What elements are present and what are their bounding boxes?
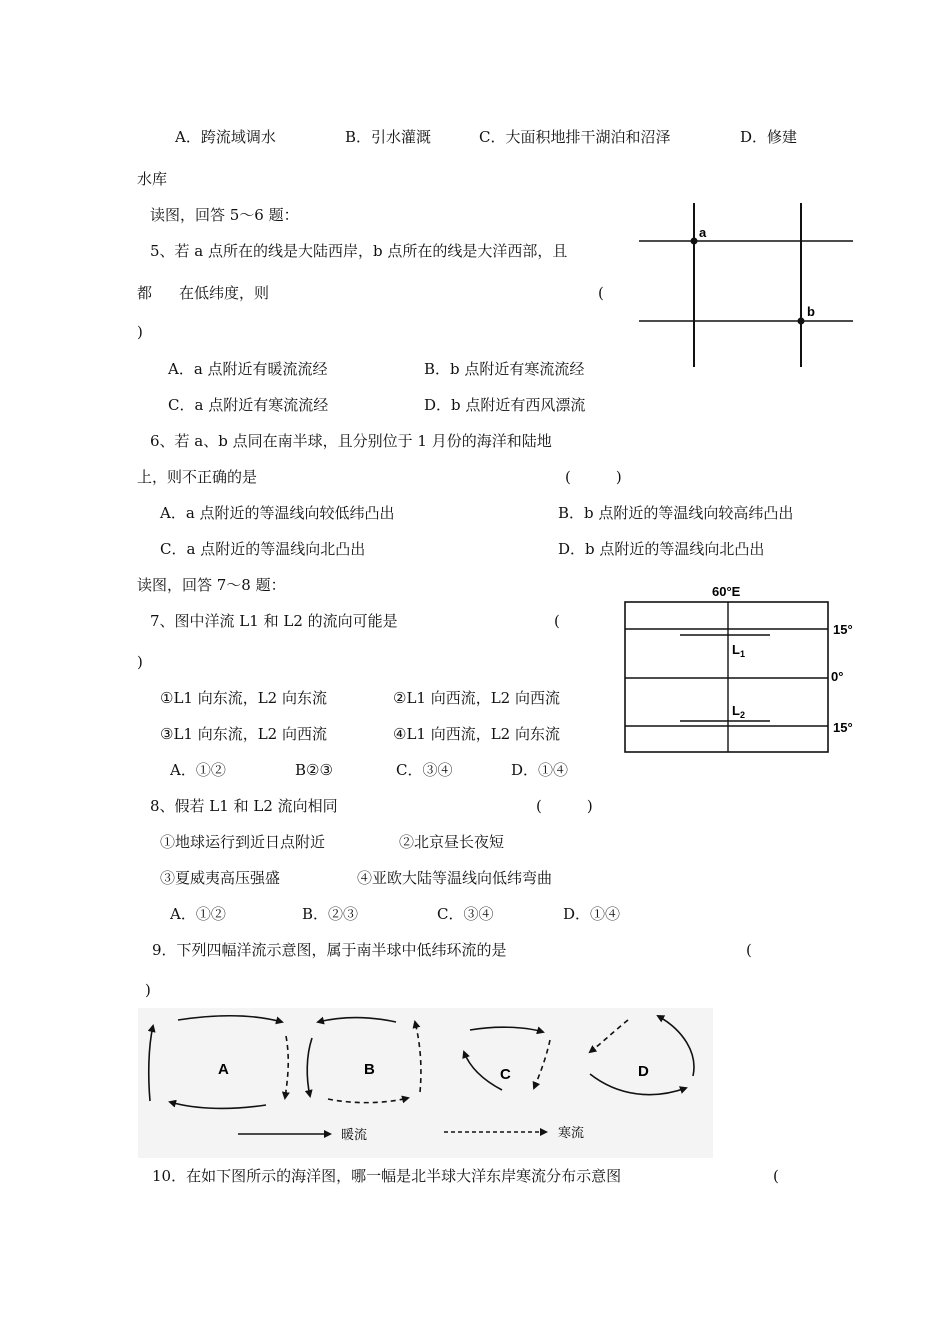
q7-option-d: D．①④: [511, 761, 569, 779]
label-b: b: [807, 304, 815, 319]
point-b: [798, 318, 805, 325]
q7-choice-1: ①L1 向东流，L2 向东流: [160, 689, 327, 707]
label-15s: 15°: [833, 720, 853, 735]
q7-answer-paren-close: ): [137, 653, 143, 671]
q8-option-a: A．①②: [170, 905, 226, 923]
point-a: [691, 238, 698, 245]
q7-choice-4: ④L1 向西流，L2 向东流: [393, 725, 560, 743]
q10-stem: 10．在如下图所示的海洋图，哪一幅是北半球大洋东岸寒流分布示意图: [152, 1167, 622, 1185]
label-60e: 60°E: [712, 584, 741, 599]
q8-answer-paren: ( ): [536, 797, 593, 815]
gyre-d-label: D: [638, 1063, 649, 1080]
gyre-b-label: B: [364, 1061, 375, 1078]
ocean-gyres-figure: [138, 1008, 713, 1158]
read-instruction-7-8: 读图，回答 7～8 题：: [137, 576, 286, 594]
label-0: 0°: [831, 669, 844, 684]
q5-stem-cont-b: 在低纬度，则: [179, 284, 270, 302]
q6-option-c: C．a 点附近的等温线向北凸出: [160, 540, 366, 558]
q5-option-a: A．a 点附近有暖流流经: [168, 360, 328, 378]
label-15n: 15°: [833, 622, 853, 637]
q4-option-c: C．大面积地排干湖泊和沼泽: [479, 128, 671, 146]
q7-option-c: C．③④: [396, 761, 453, 779]
q6-answer-paren: ( ): [565, 468, 622, 486]
q4-option-a: A．跨流域调水: [175, 128, 276, 146]
q8-stem: 8、假若 L1 和 L2 流向相同: [150, 797, 338, 815]
q5-option-c: C．a 点附近有寒流流经: [168, 396, 329, 414]
q8-choice-1: ①地球运行到近日点附近: [160, 833, 326, 851]
q8-choice-3: ③夏威夷高压强盛: [160, 869, 281, 887]
q7-stem: 7、图中洋流 L1 和 L2 的流向可能是: [150, 612, 398, 630]
q5-option-d: D．b 点附近有西风漂流: [424, 396, 586, 414]
coastline-grid-figure: [637, 203, 857, 369]
q6-option-d: D．b 点附近的等温线向北凸出: [558, 540, 765, 558]
gyre-c-label: C: [500, 1066, 511, 1083]
q7-choice-3: ③L1 向东流，L2 向西流: [160, 725, 327, 743]
legend-warm-current: 暖流: [341, 1128, 368, 1143]
q8-option-d: D．①④: [563, 905, 621, 923]
q6-stem-cont: 上，则不正确的是: [137, 468, 258, 486]
q5-stem: 5、若 a 点所在的线是大陆西岸，b 点所在的线是大洋西部，且: [150, 242, 568, 260]
q7-option-b: B②③: [295, 761, 333, 779]
q8-choice-4: ④亚欧大陆等温线向低纬弯曲: [357, 869, 553, 887]
gyre-a-label: A: [218, 1061, 229, 1078]
q4-option-b: B．引水灌溉: [345, 128, 432, 146]
q5-option-b: B．b 点附近有寒流流经: [424, 360, 585, 378]
q10-answer-paren-open: (: [773, 1167, 779, 1185]
q6-option-a: A．a 点附近的等温线向较低纬凸出: [160, 504, 395, 522]
q8-option-c: C．③④: [437, 905, 494, 923]
q4-option-d: D．修建: [740, 128, 798, 146]
q8-choice-2: ②北京昼长夜短: [399, 833, 505, 851]
q9-answer-paren-close: ): [145, 981, 151, 999]
label-l1: $L_1$: [732, 642, 745, 659]
label-a: a: [699, 225, 707, 240]
q5-answer-paren-open: (: [598, 284, 604, 302]
label-l2: $L_2$: [732, 703, 745, 720]
legend-cold-current: 寒流: [558, 1126, 585, 1141]
q5-stem-cont-a: 都: [137, 284, 153, 302]
q5-answer-paren-close: ): [137, 323, 143, 341]
q9-answer-paren-open: (: [746, 941, 752, 959]
q8-option-b: B．②③: [302, 905, 359, 923]
equatorial-current-figure: [620, 580, 870, 760]
q4-option-d-wrap: 水库: [137, 170, 168, 188]
q6-stem: 6、若 a、b 点同在南半球，且分别位于 1 月份的海洋和陆地: [150, 432, 552, 450]
q9-stem: 9．下列四幅洋流示意图，属于南半球中低纬环流的是: [152, 941, 507, 959]
q7-answer-paren-open: (: [554, 612, 560, 630]
q7-option-a: A．①②: [170, 761, 226, 779]
q6-option-b: B．b 点附近的等温线向较高纬凸出: [558, 504, 794, 522]
q7-choice-2: ②L1 向西流，L2 向西流: [393, 689, 560, 707]
read-instruction-5-6: 读图，回答 5～6 题：: [150, 206, 299, 224]
